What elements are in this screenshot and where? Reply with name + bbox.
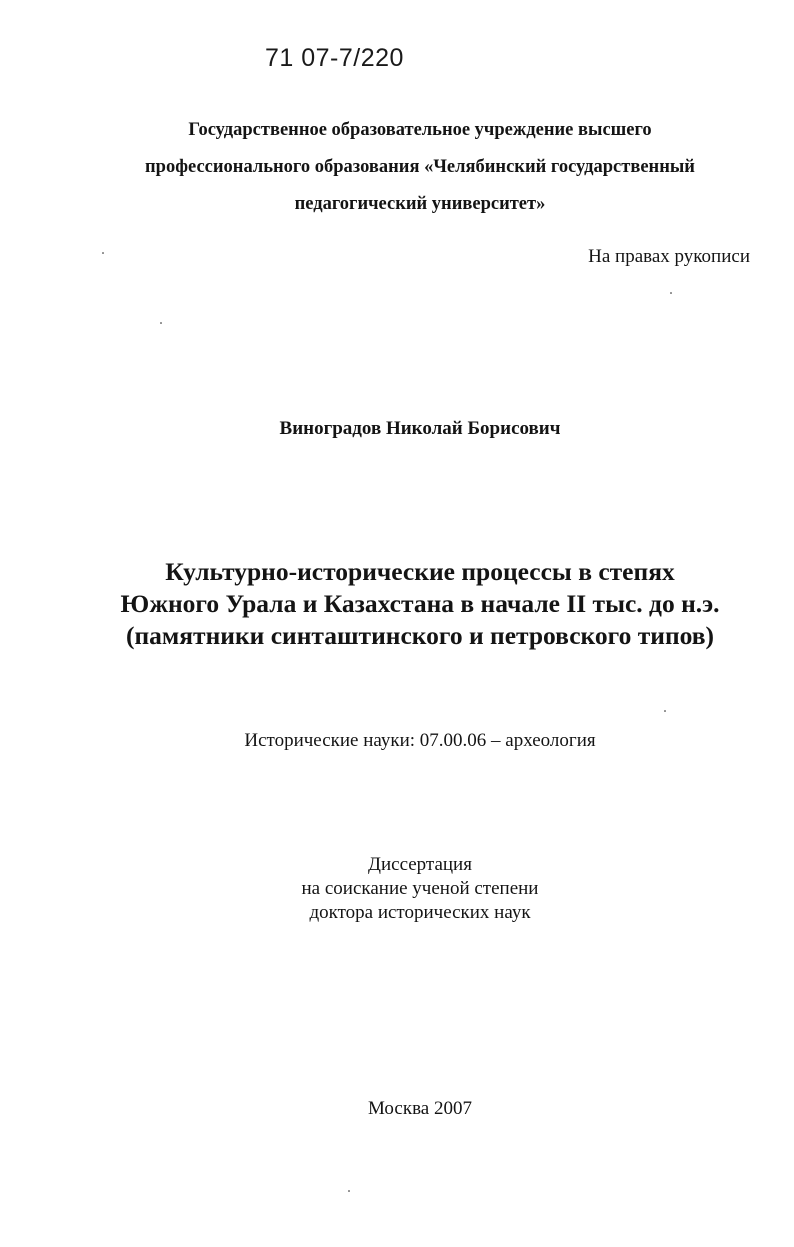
degree-line-2: на соискание ученой степени [301,878,539,899]
title-line-1: Культурно-исторические процессы в степях [165,557,675,586]
degree-line-1: Диссертация [368,854,472,875]
scan-speck [160,322,162,324]
institution-line-1: Государственное образовательное учреждение высшего [188,120,652,140]
archive-stamp-number: 71 07-7/220 [265,44,404,72]
degree-statement [0,853,794,925]
city-and-year: Москва 2007 [368,1098,472,1119]
institution-line-3: педагогический университет» [294,194,546,214]
scan-speck [102,252,104,254]
specialty-code: Исторические науки: 07.00.06 – археология [244,730,596,751]
institution-line-2: профессионального образования «Челябинский государственный [145,157,695,177]
rights-note: На правах рукописи [588,246,750,267]
scan-speck [670,292,672,294]
author-name: Виноградов Николай Борисович [279,418,561,439]
dissertation-title [60,556,780,652]
degree-line-3: доктора исторических наук [309,902,531,923]
institution-name [90,112,750,223]
title-line-2: Южного Урала и Казахстана в начале II тыс. до н.э. [120,589,720,618]
scan-speck [664,710,666,712]
scan-speck [348,1190,350,1192]
title-line-3: (памятники синташтинского и петровского типов) [125,621,715,650]
